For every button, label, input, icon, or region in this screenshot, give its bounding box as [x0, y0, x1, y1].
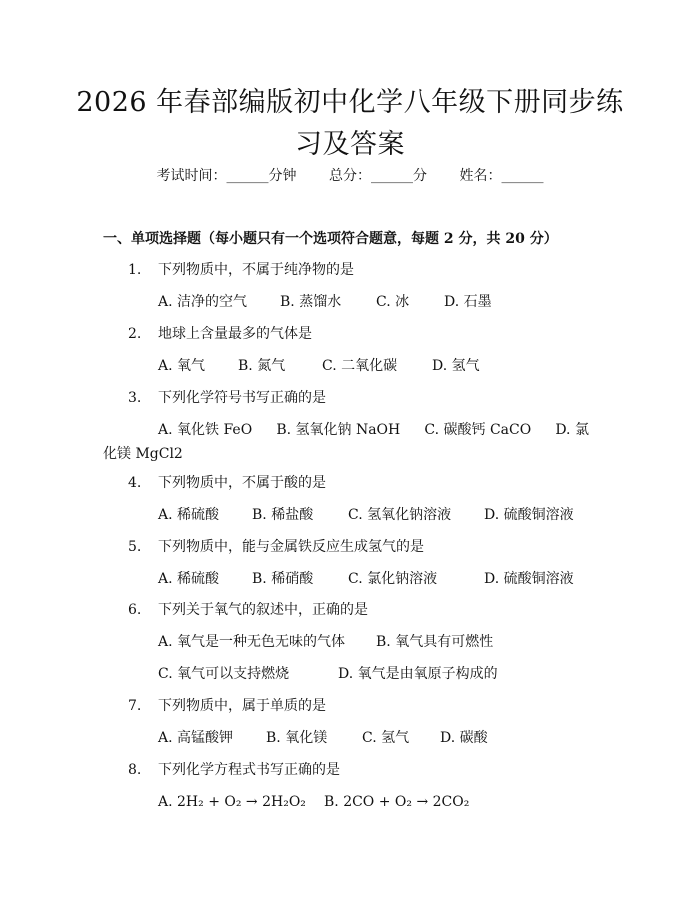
option-row — [158, 291, 492, 313]
option: A. 氧气是一种无色无味的气体 — [158, 634, 346, 650]
exam-name: 姓名：______ — [459, 168, 544, 184]
exam-score: 总分：______分 — [329, 168, 427, 184]
option: A. 稀硫酸 — [158, 507, 220, 523]
option: B. 稀硝酸 — [252, 571, 314, 587]
question-text: 下列物质中，不属于纯净物的是 — [158, 262, 354, 278]
question-number: 1. — [128, 262, 142, 278]
option: B. 氮气 — [238, 358, 286, 374]
question — [128, 536, 424, 558]
question-number: 4. — [128, 475, 142, 491]
option: C. 氧气可以支持燃烧 — [158, 666, 290, 682]
option: A. 洁净的空气 — [158, 294, 248, 310]
option-row — [103, 418, 589, 466]
option: B. 氢氧化钠 NaOH — [276, 422, 401, 438]
question — [128, 599, 368, 621]
question-text: 下列物质中，能与金属铁反应生成氢气的是 — [158, 539, 424, 555]
option-row — [158, 355, 480, 377]
question-number: 2. — [128, 326, 142, 342]
question-text: 地球上含量最多的气体是 — [158, 326, 312, 342]
option: C. 氢氧化钠溶液 — [348, 507, 452, 523]
option-row — [158, 631, 493, 653]
page-title — [60, 82, 640, 166]
option: A. 2H₂ + O₂ → 2H₂O₂ — [158, 794, 306, 810]
question-text: 下列物质中，不属于酸的是 — [158, 475, 326, 491]
question-number: 3. — [128, 390, 142, 406]
title-line-2: 习及答案 — [295, 129, 405, 160]
option: C. 碳酸钙 CaCO — [424, 422, 532, 438]
option: A. 稀硫酸 — [158, 571, 220, 587]
option: A. 氧气 — [158, 358, 206, 374]
question-text: 下列物质中，属于单质的是 — [158, 698, 326, 714]
option: C. 冰 — [376, 294, 410, 310]
option: D. 氯 — [555, 422, 589, 438]
title-line-1: 2026 年春部编版初中化学八年级下册同步练 — [76, 87, 624, 118]
question-text: 下列关于氧气的叙述中，正确的是 — [158, 602, 368, 618]
option: D. 氢气 — [432, 358, 480, 374]
option: B. 氧化镁 — [266, 730, 328, 746]
option: A. 高锰酸钾 — [158, 730, 234, 746]
question — [128, 387, 326, 409]
exam-meta — [0, 165, 700, 187]
question-number: 7. — [128, 698, 142, 714]
option-continued: 化镁 MgCl2 — [103, 446, 183, 462]
exam-time: 考试时间：______分钟 — [156, 168, 297, 184]
option: D. 碳酸 — [440, 730, 488, 746]
question — [128, 259, 354, 281]
option: C. 二氧化碳 — [322, 358, 398, 374]
option: C. 氯化钠溶液 — [348, 571, 438, 587]
question — [128, 759, 340, 781]
option-row — [158, 663, 498, 685]
question — [128, 472, 326, 494]
option: B. 稀盐酸 — [252, 507, 314, 523]
option: B. 2CO + O₂ → 2CO₂ — [324, 794, 470, 810]
section-heading: 一、单项选择题（每小题只有一个选项符合题意，每题 2 分，共 20 分） — [103, 231, 558, 247]
option-row — [158, 504, 574, 526]
option: D. 氧气是由氧原子构成的 — [338, 666, 498, 682]
question-number: 8. — [128, 762, 142, 778]
question-number: 6. — [128, 602, 142, 618]
option-row — [158, 568, 574, 590]
option-row — [158, 791, 469, 813]
option: D. 硫酸铜溶液 — [484, 571, 574, 587]
question-text: 下列化学方程式书写正确的是 — [158, 762, 340, 778]
option-row — [158, 727, 488, 749]
question-text: 下列化学符号书写正确的是 — [158, 390, 326, 406]
option: D. 硫酸铜溶液 — [484, 507, 574, 523]
option: B. 蒸馏水 — [280, 294, 342, 310]
option: C. 氢气 — [362, 730, 410, 746]
question — [128, 323, 312, 345]
option: D. 石墨 — [444, 294, 492, 310]
question-number: 5. — [128, 539, 142, 555]
option: A. 氧化铁 FeO — [158, 422, 253, 438]
option: B. 氧气具有可燃性 — [376, 634, 494, 650]
question — [128, 695, 326, 717]
